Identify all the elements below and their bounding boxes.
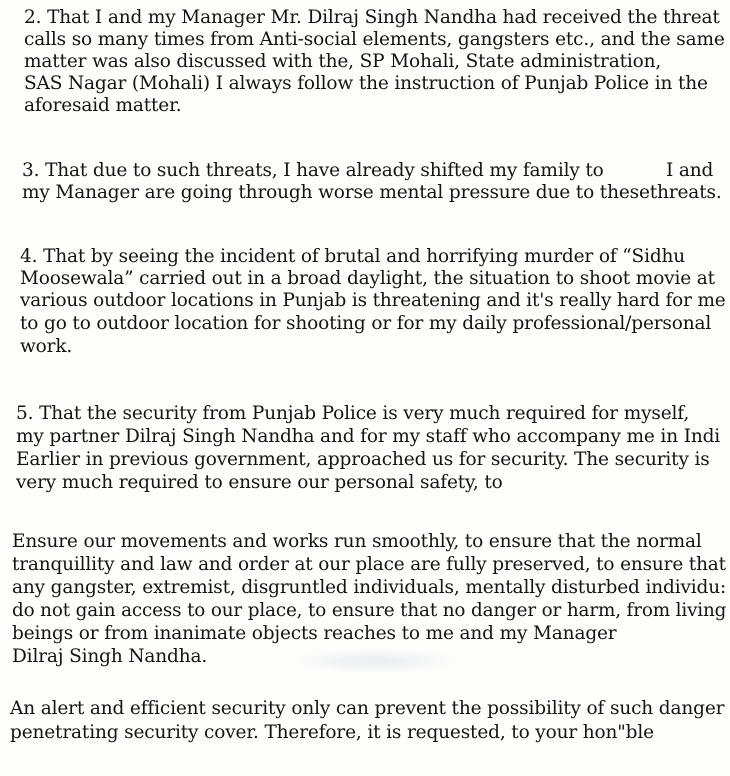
text-line: Moosewala” carried out in a broad daylight, the situation to shoot movie at [20, 268, 715, 289]
text-line: my Manager are going through worse mental pressure due to thesethreats. [22, 182, 722, 203]
text-line: matter was also discussed with the, SP Mohali, State administration, [24, 51, 662, 72]
text-line: work. [20, 336, 73, 357]
text-line: various outdoor locations in Punjab is threatening and it's really hard for me [20, 290, 726, 311]
text-line: to go to outdoor location for shooting or for my daily professional/personal [20, 313, 712, 334]
text-line: 5. That the security from Punjab Police is very much required for myself, [16, 403, 690, 424]
text-line: any gangster, extremist, disgruntled individuals, mentally disturbed individu: [12, 577, 727, 598]
text-line: tranquillity and law and order at our place are fully preserved, to ensure that [12, 554, 726, 575]
text-line: beings or from inanimate objects reaches to me and my Manager [12, 623, 617, 644]
text-line: 4. That by seeing the incident of brutal and horrifying murder of “Sidhu [20, 246, 686, 267]
text-line: do not gain access to our place, to ensure that no danger or harm, from living [12, 600, 727, 621]
text-line: calls so many times from Anti-social elements, gangsters etc., and the same [24, 29, 725, 50]
text-line: I and [666, 160, 714, 181]
scan-smudge [290, 648, 460, 674]
text-line: very much required to ensure our personal safety, to [16, 472, 503, 493]
text-line: Ensure our movements and works run smoothly, to ensure that the normal [12, 531, 702, 552]
text-line: Dilraj Singh Nandha. [12, 646, 208, 667]
text-line: penetrating security cover. Therefore, it is requested, to your hon"ble [10, 722, 654, 743]
text-line: my partner Dilraj Singh Nandha and for my staff who accompany me in Indi [16, 426, 721, 447]
text-line: An alert and efficient security only can prevent the possibility of such danger [10, 698, 725, 719]
text-line: 3. That due to such threats, I have already shifted my family to [22, 160, 604, 181]
text-line: Earlier in previous government, approached us for security. The security is [16, 449, 710, 470]
text-line: SAS Nagar (Mohali) I always follow the instruction of Punjab Police in the [24, 73, 708, 94]
text-line: aforesaid matter. [24, 95, 182, 116]
text-line: 2. That I and my Manager Mr. Dilraj Singh Nandha had received the threat [24, 7, 720, 28]
